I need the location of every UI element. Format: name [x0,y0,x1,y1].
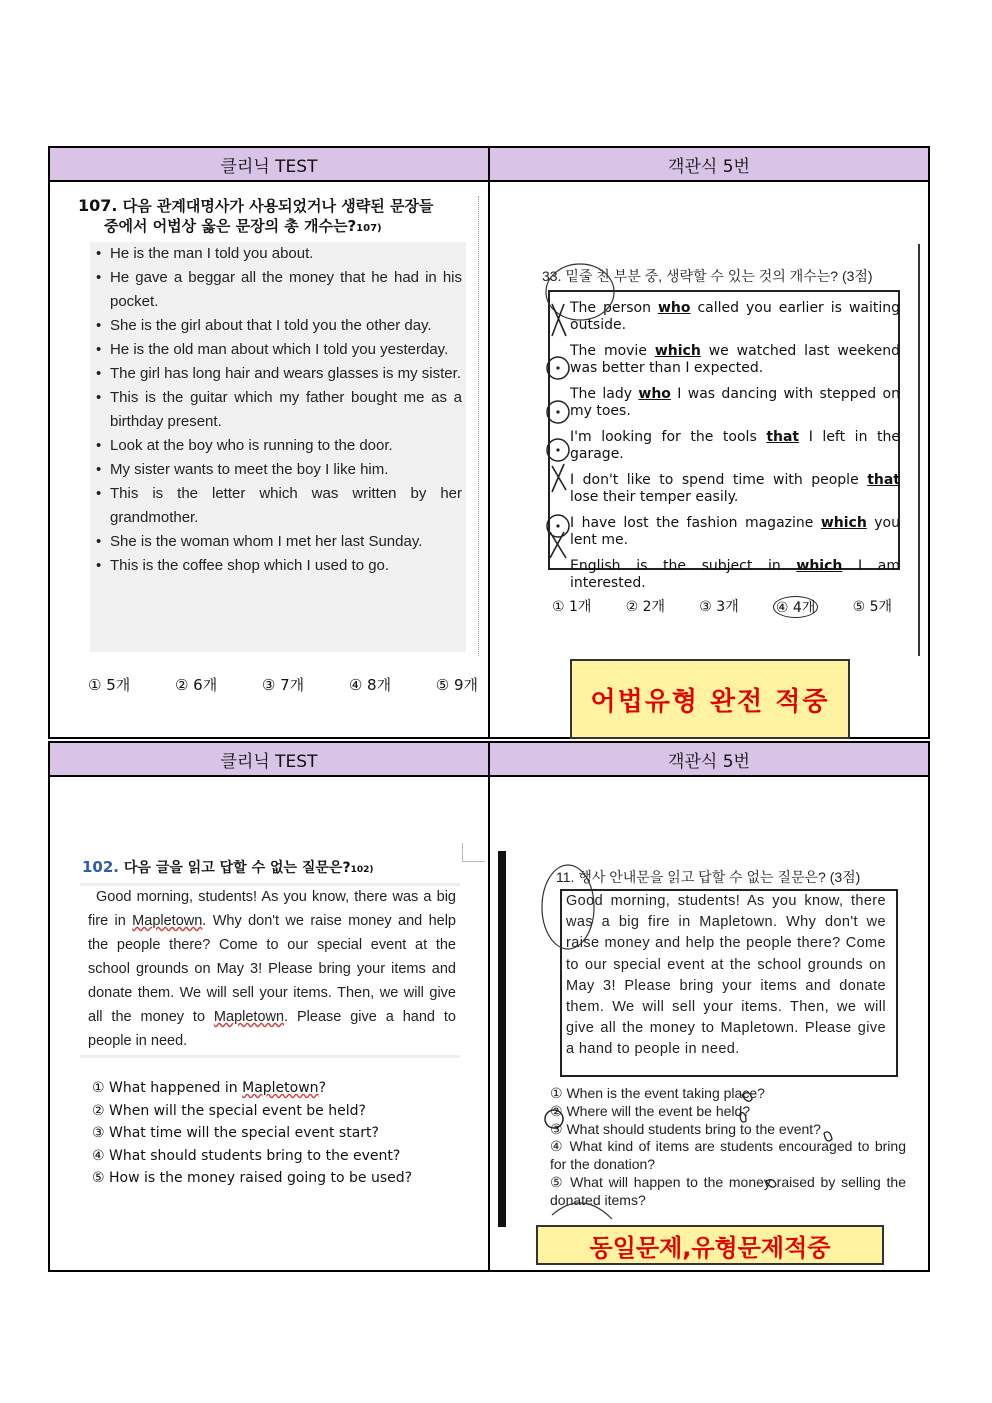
list-item: I'm looking for the tools that I left in the garage. [570,429,900,462]
list-item: ① When is the event taking place? [550,1085,765,1101]
list-item: I don't like to spend time with people that lose their temper easily. [570,472,900,505]
option-4: ④ 4개 [773,596,818,618]
q102-question: 다음 글을 읽고 답할 수 없는 질문은? [123,860,351,876]
option-3: ③ 3개 [699,599,739,615]
option-5: ⑤ 5개 [852,599,892,615]
list-item: The movie which we watched last weekend was better than I expected. [570,343,900,376]
q102-number: 102. [82,858,120,876]
list-item: • He gave a beggar all the money that he had in his pocket. [96,266,462,314]
list-item: ⑤ How is the money raised going to be used? [92,1170,413,1186]
list-item: • This is the guitar which my father bought me as a birthday present. [96,386,462,434]
list-item: • She is the woman whom I met her last Sunday. [96,530,462,554]
list-item: • This is the letter which was written by her grandmother. [96,482,462,530]
handwritten-marks [530,252,590,572]
option-4: ④ 8개 [348,676,392,694]
comparison-table-top [48,146,930,739]
header-multiple-choice: 객관식 5번 [490,148,928,182]
list-item: The person who called you earlier is waiting outside. [570,300,900,333]
hit-stamp-grammar: 어법유형 완전 적중 [570,659,850,739]
list-item: ④ What kind of items are students encouraged to bring for the donation? [550,1138,906,1173]
list-item: I have lost the fashion magazine which you lent me. [570,515,900,548]
option-5: ⑤ 9개 [435,676,478,694]
list-item: ② Where will the event be held? [550,1102,751,1119]
header-clinic-test: 클리닉 TEST [50,148,490,182]
q107-ref: 107) [356,223,382,234]
list-item: ③ What time will the special event start? [92,1125,379,1141]
list-item: ③ What should students bring to the event? [550,1120,821,1137]
q107-title [78,196,468,239]
list-item: The lady who I was dancing with stepped on my toes. [570,386,900,419]
q107-title-line1: 다음 관계대명사가 사용되었거나 생략된 문장들 [122,197,434,215]
hit-stamp-identical: 동일문제,유형문제적중 [536,1225,884,1265]
list-item: English is the subject in which I am interested. [570,558,900,591]
scan-edge-bar [498,851,506,1227]
list-item: ④ What should students bring to the event? [92,1147,401,1164]
q102-title [82,857,374,877]
option-3: ③ 7개 [261,676,305,694]
comparison-table-bottom [48,741,930,1272]
q107-number: 107. [78,196,118,215]
header-multiple-choice: 객관식 5번 [490,743,928,777]
q33-title: 33. 밑줄 친 부분 중, 생략할 수 있는 것의 개수는? (3점) [542,268,873,284]
list-item: • This is the coffee shop which I used to go. [96,554,462,578]
option-1: ① 1개 [552,599,592,615]
list-item: • Look at the boy who is running to the door. [96,434,462,458]
q11-passage: Good morning, students! As you know, there was a big fire in Mapletown. Why don't we raise money and help the people there? Come to our special event at the school grounds on May 3! Please bring your items and donate them. We will sell your items. Then, we will give all the money to Mapletown. Please give a hand to people in need. [566,893,886,1058]
q33-scan [490,182,928,737]
option-1: ① 5개 [88,676,131,694]
q102-ref: 102) [350,865,374,875]
q107-options [88,674,478,695]
header-clinic-test: 클리닉 TEST [50,743,490,777]
q11-scan [490,777,928,1270]
q33-item-list [570,300,900,601]
scan-edge-line [918,244,920,656]
list-item: • The girl has long hair and wears glasses is my sister. [96,362,462,386]
q102-options [92,1077,412,1190]
passage-bottom-rule [80,1055,460,1058]
dotted-separator [478,196,479,656]
list-item: • He is the man I told you about. [96,242,462,266]
page-corner-mark [462,843,485,862]
option-2: ② 2개 [625,599,666,615]
q107-title-line2: 중에서 어법상 옳은 문장의 총 개수는? [104,217,357,235]
option-2: ② 6개 [174,676,218,694]
handwritten-marks [530,847,830,1227]
list-item: • My sister wants to meet the boy I like him. [96,458,462,482]
list-item: ② When will the special event be held? [92,1102,366,1119]
list-item: ⑤ What will happen to the money raised by selling the donated items? [550,1173,906,1208]
list-item: • He is the old man about which I told you yesterday. [96,338,462,362]
q11-title: 11. 행사 안내문을 읽고 답할 수 없는 질문은? (3점) [556,869,861,885]
list-item: • She is the girl about that I told you the other day. [96,314,462,338]
q107-sentence-list [96,242,462,578]
list-item: ① What happened in Mapletown? [92,1080,326,1096]
q102-passage: Good morning, students! As you know, there was a big fire in Mapletown. Why don't we raise money and help the people there? Come to our special event at the school grounds on May 3! Please bring your items and donate them. We will sell your items. Then, we will give all the money to Mapletown. Please give a hand to people in need. [88,889,456,1049]
q33-options [552,596,892,618]
